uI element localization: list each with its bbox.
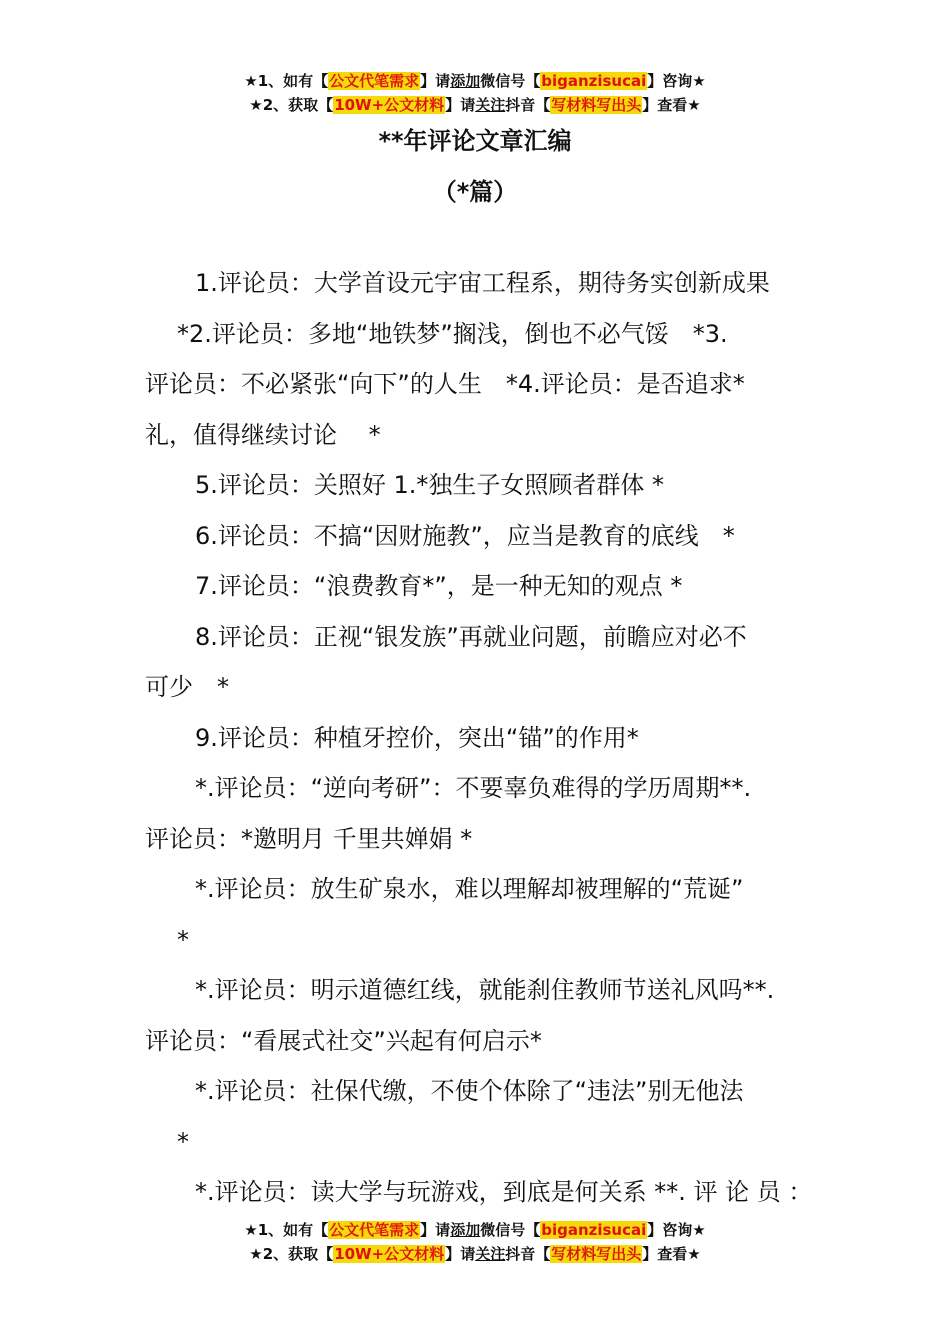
promo-line-2 (0, 1242, 950, 1266)
promo-text: 】查看★ (642, 96, 701, 114)
top-promo-banner (0, 69, 950, 117)
promo-text: 】请 (445, 1245, 476, 1263)
promo-text: 】请 (445, 96, 476, 114)
document-subtitle: （*篇） (432, 178, 518, 206)
body-line: 7.评论员：“浪费教育*”，是一种无知的观点 * (195, 572, 683, 600)
promo-highlight: 写材料写出头 (551, 1245, 642, 1263)
body-line: 评论员：*邀明月 千里共婵娟 * (145, 824, 473, 853)
promo-line-2 (0, 93, 950, 117)
bottom-promo-banner (0, 1218, 950, 1266)
body-line: 评论员：不必紧张“向下”的人生 *4.评论员：是否追求* (145, 370, 745, 398)
body-line: *.评论员：“逆向考研”：不要辜负难得的学历周期**. (195, 774, 752, 802)
body-line: 9.评论员：种植牙控价，突出“锚”的作用* (195, 723, 639, 752)
body-line: * (177, 1127, 189, 1156)
body-line: 6.评论员：不搞“因财施教”，应当是教育的底线 * (195, 521, 735, 550)
promo-text: 抖音【 (505, 1245, 551, 1263)
body-line: *2.评论员：多地“地铁梦”搁浅，倒也不必气馁 *3. (177, 319, 728, 348)
promo-text: ★1、如有【 (244, 72, 329, 90)
promo-highlight: 10W+公文材料 (334, 1245, 445, 1263)
promo-highlight: biganzisucai (541, 1221, 647, 1239)
document-body (145, 258, 825, 1218)
body-line: 评论员：“看展式社交”兴起有何启示* (145, 1026, 542, 1055)
document-title: **年评论文章汇编 (378, 127, 572, 155)
promo-text: 】请 (420, 72, 451, 90)
promo-underline: 添加 (450, 72, 481, 90)
body-line: 礼，值得继续讨论 * (145, 420, 381, 449)
promo-highlight: 10W+公文材料 (334, 96, 445, 114)
promo-text: 】查看★ (642, 1245, 701, 1263)
promo-text: 】请 (420, 1221, 451, 1239)
promo-highlight: biganzisucai (541, 72, 647, 90)
promo-highlight: 公文代笔需求 (329, 1221, 420, 1239)
promo-underline: 添加 (450, 1221, 481, 1239)
body-line: 5.评论员：关照好 1.*独生子女照顾者群体 * (195, 471, 665, 499)
body-line: *.评论员：社保代缴，不使个体除了“违法”别无他法 (195, 1077, 744, 1105)
promo-text: ★2、获取【 (249, 1245, 334, 1263)
body-line: 1.评论员：大学首设元宇宙工程系，期待务实创新成果 (195, 269, 770, 297)
promo-highlight: 公文代笔需求 (329, 72, 420, 90)
body-line: 8.评论员：正视“银发族”再就业问题，前瞻应对必不 (195, 622, 747, 651)
promo-text: 微信号【 (480, 72, 541, 90)
promo-text: 微信号【 (480, 1221, 541, 1239)
promo-line-1 (0, 69, 950, 93)
body-line: 可少 * (145, 673, 229, 701)
body-line: *.评论员：放生矿泉水，难以理解却被理解的“荒诞” (195, 875, 744, 903)
promo-underline: 关注 (475, 1245, 506, 1263)
promo-text: ★1、如有【 (244, 1221, 329, 1239)
promo-underline: 关注 (475, 96, 506, 114)
promo-line-1 (0, 1218, 950, 1242)
promo-text: 】咨询★ (647, 72, 706, 90)
body-line: *.评论员：明示道德红线，就能刹住教师节送礼风吗**. (195, 976, 775, 1004)
promo-text: ★2、获取【 (249, 96, 334, 114)
promo-text: 抖音【 (505, 96, 551, 114)
promo-text: 】咨询★ (647, 1221, 706, 1239)
promo-highlight: 写材料写出头 (551, 96, 642, 114)
body-line: *.评论员：读大学与玩游戏，到底是何关系 **. 评 论 员 ： (195, 1178, 813, 1206)
body-line: * (177, 925, 189, 954)
